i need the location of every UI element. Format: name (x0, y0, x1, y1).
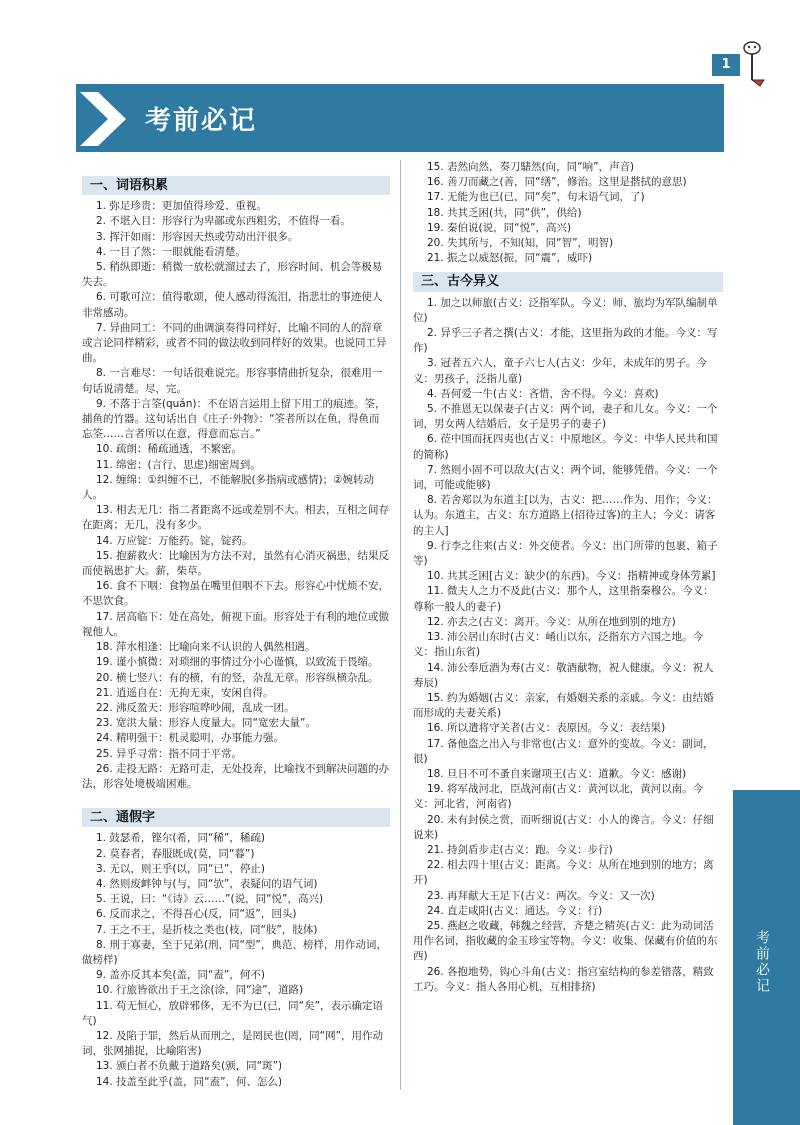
list-item: 19. 秦伯说(说，同“悦”，高兴) (427, 221, 572, 234)
gujin-list (413, 296, 723, 995)
list-item: 16. 所以遣将守关者(古义：表原因。今义：表结果) (427, 722, 666, 735)
list-item: 17. 备他盗之出入与非常也(古义：意外的变故。今义：副词，很) (413, 737, 714, 765)
list-item: 21. 持剑盾步走(古义：跑。今义：步行) (427, 843, 613, 856)
page-number-tab: 1 (712, 54, 740, 76)
list-item: 18. 共其乏困(共，同“供”，供给) (427, 206, 582, 219)
list-item: 3. 挥汗如雨：形容因天热或劳动出汗很多。 (96, 230, 299, 243)
list-item: 13. 颁白者不负戴于道路矣(颁，同“斑”) (96, 1060, 283, 1073)
list-item: 6. 莅中国而抚四夷也(古义：中原地区。今义：中华人民共和国的简称) (413, 433, 718, 461)
list-item: 15. 约为婚姻(古义：亲家，有婚姻关系的亲戚。今义：由结婚而形成的夫妻关系) (413, 691, 714, 720)
list-item: 8. 若舍郑以为东道主[以为，古义：把……作为、用作；今义：认为。东道主，古义：东方道路上(招待过客)的主人；今义：请客的主人] (413, 494, 718, 537)
list-item: 14. 技盖至此乎(盖，同“盍”，何、怎么) (96, 1075, 283, 1088)
list-item: 5. 不推恩无以保妻子(古义：两个词，妻子和儿女。今义：一个词，男女两人结婚后，女子是男子的妻子) (413, 403, 718, 431)
side-tab-label: 考前必记 (754, 930, 770, 994)
page-title: 考前必记 (145, 106, 258, 136)
list-item: 24. 直走咸阳(古义：通达。今义：行) (427, 904, 603, 917)
list-item: 11. 绵密：(言行、思虑)细密周到。 (96, 458, 261, 471)
tongjia-list (82, 831, 390, 1089)
list-item: 1. 弥足珍贵：更加值得珍爱、重视。 (96, 200, 267, 213)
list-item: 10. 共其乏困[古义：缺少(的东西)。今义：指精神或身体劳累] (427, 570, 716, 583)
list-item: 5. 稍纵即逝：稍微一放松就溜过去了，形容时间、机会等极易失去。 (82, 261, 383, 289)
list-item: 18. 旦日不可不蚤自来谢项王(古义：道歉。今义：感谢) (427, 767, 687, 780)
list-item: 16. 食不下咽：食物虽在嘴里但咽不下去。形容心中忧烦不安，不思饮食。 (82, 580, 390, 608)
list-item: 13. 相去无几：指二者距离不远或差别不大。相去，互相之间存在距离；无几，没有多少。 (82, 504, 390, 532)
list-item: 25. 异乎寻常：指不同于平常。 (96, 747, 243, 760)
list-item: 8. 刑于寡妻，至于兄弟(刑，同“型”，典范、榜样，用作动词，做榜样) (82, 938, 387, 966)
section-heading-gujin: 三、古今异义 (413, 272, 723, 291)
list-item: 26. 走投无路：无路可走，无处投奔，比喻找不到解决问题的办法，形容处境极端困难。 (82, 762, 390, 790)
list-item: 15. 砉然向然，奏刀騞然(向，同“响”，声音) (427, 161, 635, 173)
list-item: 9. 不落于言筌(quán)：不在语言运用上留下用工的痕迹。筌，捕鱼的竹器。这句话出自《庄子·外物》：“筌者所以在鱼，得鱼而忘筌……言者所以在意，得意而忘言。” (82, 397, 386, 441)
list-item: 4. 一目了然：一眼就能看清楚。 (96, 245, 246, 258)
list-item: 12. 亦去之(古义：离开。今义：从所在地到别的地方) (427, 615, 676, 628)
list-item: 11. 苟无恒心，放辟邪侈，无不为已(已，同“矣”，表示确定语气) (82, 999, 384, 1027)
list-item: 7. 王之不王，是折枝之类也(枝，同“肢”，肢体) (96, 923, 318, 936)
list-item: 4. 吾何爱一牛(古义：吝惜，舍不得。今义：喜欢) (427, 387, 659, 400)
list-item: 4. 然则废衅钟与(与，同“欤”，表疑问的语气词) (96, 877, 318, 890)
list-item: 25. 燕赵之收藏，韩魏之经营，齐楚之精英(古义：此为动词活用作名词，指收藏的金玉珍宝等物。今义：收集、保藏有价值的东西) (413, 919, 718, 963)
list-item: 9. 行李之往来(古义：外交使者。今义：出门所带的包裹、箱子等) (413, 539, 718, 568)
list-item: 23. 宽洪大量：形容人度量大。同“宽宏大量”。 (96, 717, 316, 730)
right-column (413, 160, 723, 995)
list-item: 24. 精明强干：机灵聪明，办事能力强。 (96, 732, 285, 745)
list-item: 10. 疏朗：稀疏通透，不繁密。 (96, 443, 243, 456)
list-item: 10. 行旅皆欲出于王之涂(涂，同“途”，道路) (96, 984, 304, 997)
list-item: 5. 王说，曰：“《诗》云……”(说，同“悦”，高兴) (96, 893, 324, 906)
list-item: 18. 萍水相逢：比喻向来不认识的人偶然相遇。 (96, 641, 316, 654)
list-item: 2. 莫春者，春服既成(莫，同“暮”) (96, 847, 255, 860)
section-heading-vocab: 一、词语积累 (82, 176, 390, 195)
list-item: 19. 谨小慎微：对琐细的事情过分小心谨慎，以致流于畏缩。 (96, 656, 379, 669)
list-item: 14. 沛公奉卮酒为寿(古义：敬酒献物，祝人健康。今义：祝人寿辰) (413, 661, 714, 689)
list-item: 9. 盖亦反其本矣(盖，同“盍”，何不) (96, 969, 265, 982)
list-item: 7. 然则小固不可以敌大(古义：两个词，能够凭借。今义：一个词，可能或能够) (413, 463, 718, 492)
list-item: 15. 抱薪救火：比喻因为方法不对，虽然有心消灭祸患，结果反而使祸患扩大。薪，柴草。 (82, 549, 390, 578)
list-item: 6. 反而求之，不得吾心(反，同“返”，回头) (96, 908, 297, 921)
list-item: 13. 沛公居山东时(古义：崤山以东，泛指东方六国之地。今义：指山东省) (413, 631, 704, 659)
tongjia-list-continued (413, 160, 723, 266)
list-item: 12. 缠绵：①纠缠不已，不能解脱(多指病或感情)；②婉转动人。 (82, 473, 375, 502)
list-item: 20. 失其所与，不知(知，同“智”，明智) (427, 237, 614, 250)
list-item: 21. 逍遥自在：无拘无束，安闲自得。 (96, 686, 274, 699)
list-item: 16. 善刀而藏之(善，同“缮”，修治。这里是揩拭的意思) (427, 176, 687, 189)
list-item: 2. 异乎三子者之撰(古义：才能，这里指为政的才能。今义：写作) (413, 327, 718, 355)
section-heading-tongjia: 二、通假字 (82, 808, 390, 827)
list-item: 22. 沸反盈天：形容喧哗吵闹，乱成一团。 (96, 701, 295, 714)
mascot-icon (740, 40, 768, 88)
list-item: 26. 各抱地势，钩心斗角(古义：指宫室结构的参差错落，精致工巧。今义：指人各用心机，互相排挤) (413, 965, 714, 993)
list-item: 14. 万应锭：万能药。锭，锭药。 (96, 534, 253, 547)
vocab-list (82, 199, 390, 792)
list-item: 2. 不堪入目：形容行为卑鄙或东西粗劣，不值得一看。 (96, 215, 351, 228)
list-item: 3. 冠者五六人，童子六七人(古义：少年，未成年的男子。今义：男孩子，泛指儿童) (413, 357, 707, 385)
list-item: 17. 居高临下：处在高处，俯视下面。形容处于有利的地位或傲视他人。 (82, 610, 390, 638)
list-item: 17. 无能为也已(已，同“矣”，句末语气词，了) (427, 191, 645, 204)
list-item: 6. 可歌可泣：值得歌颂，使人感动得流泪，指悲壮的事迹使人非常感动。 (82, 291, 383, 319)
list-item: 1. 加之以师旅(古义：泛指军队。今义：师、旅均为军队编制单位) (413, 296, 718, 324)
list-item: 19. 将军战河北，臣战河南(古义：黄河以北，黄河以南。今义：河北省，河南省) (413, 783, 704, 811)
list-item: 22. 相去四十里(古义：距离。今义：从所在地到别的地方；离开) (413, 859, 714, 887)
left-column (82, 160, 390, 1090)
list-item: 7. 异曲同工：不同的曲调演奏得同样好，比喻不同的人的辞章或言论同样精彩，或者不同的做法收到同样好的效果。也说同工异曲。 (82, 321, 387, 365)
list-item: 3. 无以，则王乎(以，同“已”，停止) (96, 862, 265, 875)
list-item: 8. 一言难尽：一句话很难说完。形容事情曲折复杂，很难用一句话说清楚。尽，完。 (82, 367, 383, 395)
list-item: 20. 未有封侯之赏，而听细说(古义：小人的谗言。今义：仔细说来) (413, 813, 714, 841)
list-item: 1. 鼓瑟希，铿尔(希，同“稀”，稀疏) (96, 832, 265, 845)
list-item: 23. 再拜献大王足下(古义：两次。今义：又一次) (427, 889, 655, 902)
list-item: 11. 微夫人之力不及此(古义：那个人，这里指秦穆公。今义：尊称一般人的妻子) (413, 585, 714, 613)
chevron-right-icon (78, 90, 128, 148)
list-item: 20. 横七竖八：有的横，有的竖，杂乱无章。形容纵横杂乱。 (96, 671, 379, 684)
list-item: 12. 及陷于罪，然后从而刑之，是罔民也(罔，同“网”，用作动词，张网捕捉，比喻陷害) (82, 1029, 384, 1058)
list-item: 21. 振之以威怒(振，同“震”，威吓) (427, 252, 593, 265)
column-divider (400, 160, 401, 1090)
